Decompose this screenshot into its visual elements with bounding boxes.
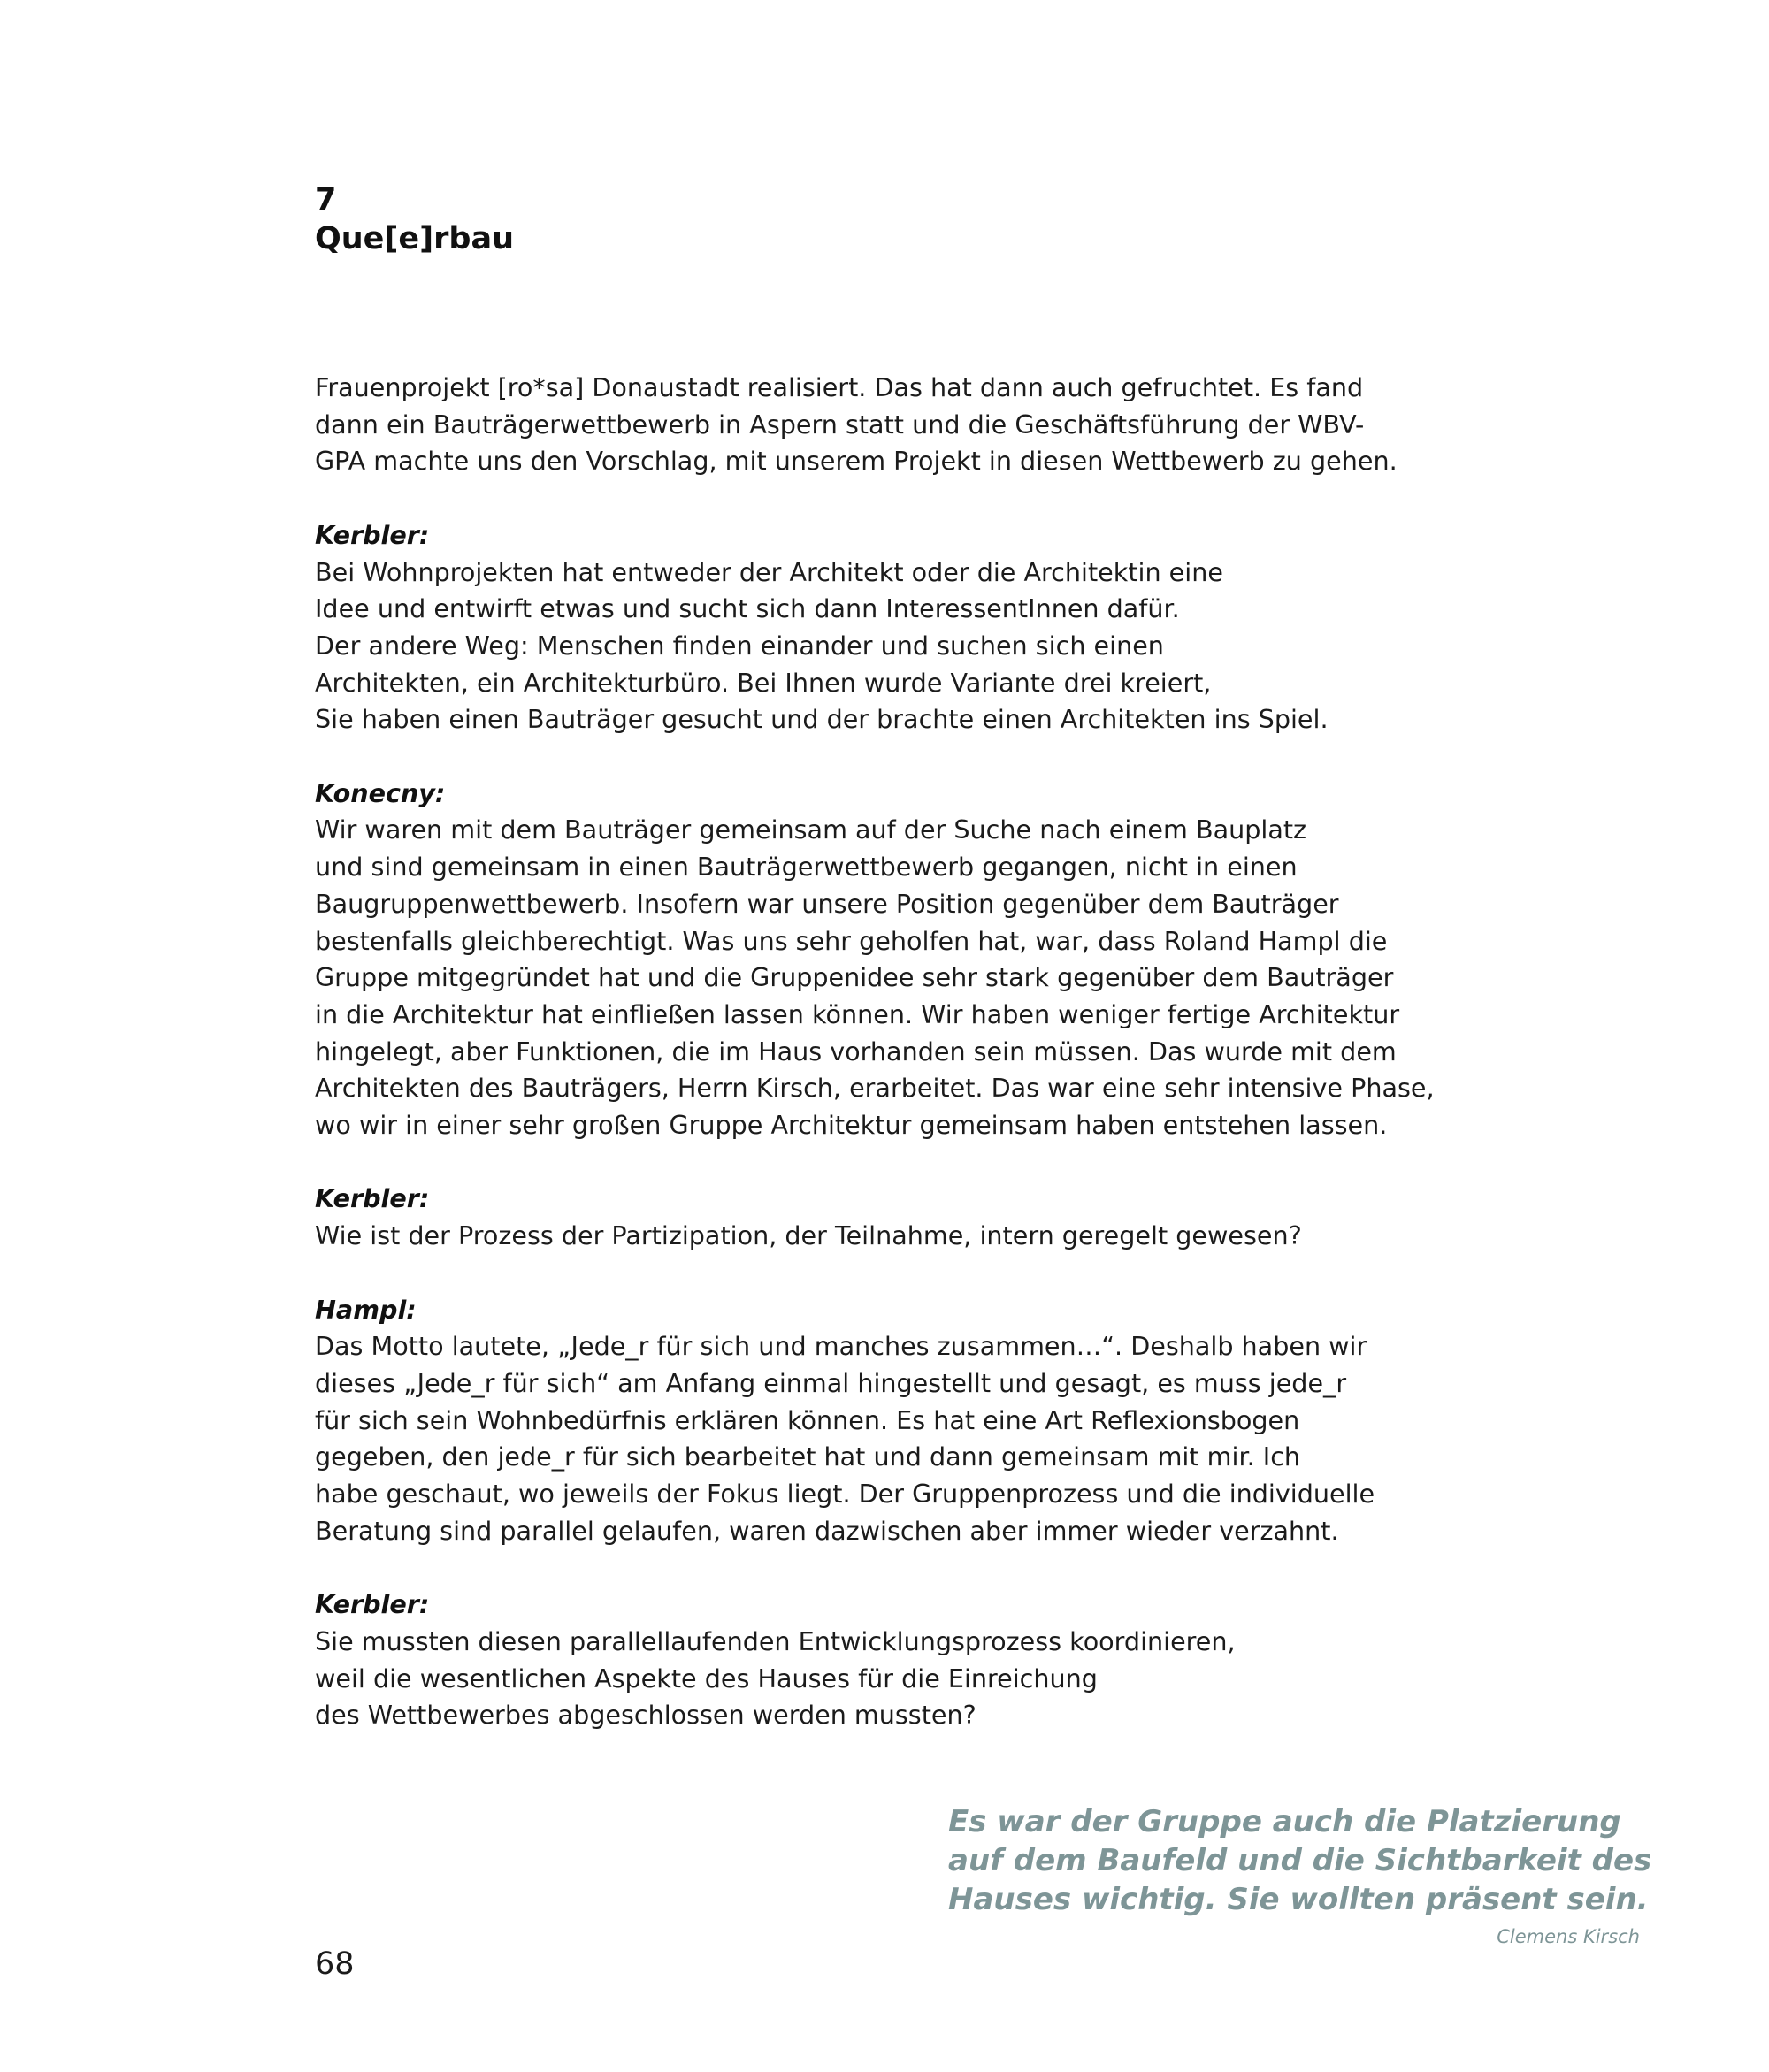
text-line: Sie mussten diesen parallellaufenden Entwicklungsprozess koordinieren, — [315, 1625, 1236, 1656]
paragraph-hampl — [315, 1292, 1456, 1550]
paragraph-kerbler-3 — [315, 1586, 1456, 1734]
text-line: bestenfalls gleichberechtigt. Was uns sehr geholfen hat, war, dass Roland Hampl die — [315, 925, 1388, 956]
text-line: dieses „Jede_r für sich“ am Anfang einmal hingestellt und gesagt, es muss jede_r — [315, 1367, 1347, 1398]
pull-quote-line: Hauses wichtig. Sie wollten präsent sein. — [948, 1882, 1649, 1917]
text-line: Der andere Weg: Menschen finden einander und suchen sich einen — [315, 630, 1164, 661]
chapter-title: Que[e]rbau — [315, 221, 514, 256]
text-line: wo wir in einer sehr großen Gruppe Architektur gemeinsam haben entstehen lassen. — [315, 1110, 1388, 1141]
text-line: Das Motto lautete, „Jede_r für sich und manches zusammen…“. Deshalb haben wir — [315, 1331, 1367, 1362]
text-line: Beratung sind parallel gelaufen, waren dazwischen aber immer wieder verzahnt. — [315, 1515, 1339, 1546]
paragraph-konecny — [315, 776, 1456, 1144]
chapter-heading — [315, 180, 514, 258]
paragraph-intro — [315, 370, 1456, 480]
text-line: GPA machte uns den Vorschlag, mit unserem Projekt in diesen Wettbewerb zu gehen. — [315, 446, 1398, 477]
pull-quote-line: Es war der Gruppe auch die Platzierung — [948, 1804, 1621, 1839]
speaker-label: Konecny: — [315, 777, 446, 808]
text-line: Gruppe mitgegründet hat und die Gruppenidee sehr stark gegenüber dem Bauträger — [315, 962, 1394, 993]
text-line: Architekten, ein Architekturbüro. Bei Ihnen wurde Variante drei kreiert, — [315, 667, 1212, 698]
text-line: und sind gemeinsam in einen Bauträgerwettbewerb gegangen, nicht in einen — [315, 852, 1298, 883]
text-line: Wir waren mit dem Bauträger gemeinsam auf der Suche nach einem Bauplatz — [315, 814, 1307, 845]
chapter-number: 7 — [315, 182, 337, 218]
text-line: des Wettbewerbes abgeschlossen werden mussten? — [315, 1700, 976, 1731]
text-line: habe geschaut, wo jeweils der Fokus liegt. Der Gruppenprozess und die individuelle — [315, 1479, 1375, 1510]
speaker-label: Kerbler: — [315, 1589, 430, 1620]
text-line: Baugruppenwettbewerb. Insofern war unsere Position gegenüber dem Bauträger — [315, 888, 1339, 919]
text-line: gegeben, den jede_r für sich bearbeitet hat und dann gemeinsam mit mir. Ich — [315, 1441, 1301, 1472]
text-line: für sich sein Wohnbedürfnis erklären können. Es hat eine Art Reflexionsbogen — [315, 1404, 1300, 1435]
paragraph-kerbler-2 — [315, 1181, 1456, 1254]
pull-quote — [948, 1802, 1652, 1919]
paragraph-kerbler-1 — [315, 517, 1456, 738]
speaker-label: Kerbler: — [315, 1183, 430, 1214]
text-line: Architekten des Bauträgers, Herrn Kirsch, erarbeitet. Das war eine sehr intensive Phase, — [315, 1073, 1435, 1104]
text-line: in die Architektur hat einfließen lassen können. Wir haben weniger fertige Architektur — [315, 998, 1400, 1029]
text-line: Sie haben einen Bauträger gesucht und der brachte einen Architekten ins Spiel. — [315, 704, 1329, 735]
text-line: weil die wesentlichen Aspekte des Hauses für die Einreichung — [315, 1663, 1098, 1694]
text-line: Wie ist der Prozess der Partizipation, der Teilnahme, intern geregelt gewesen? — [315, 1220, 1302, 1251]
text-line: hingelegt, aber Funktionen, die im Haus vorhanden sein müssen. Das wurde mit dem — [315, 1036, 1397, 1067]
interview-text — [315, 370, 1456, 1734]
text-line: Bei Wohnprojekten hat entweder der Architekt oder die Architektin eine — [315, 556, 1223, 587]
text-line: dann ein Bauträgerwettbewerb in Aspern statt und die Geschäftsführung der WBV- — [315, 409, 1365, 440]
speaker-label: Hampl: — [315, 1294, 417, 1325]
quote-attribution: Clemens Kirsch — [1497, 1926, 1640, 1947]
speaker-label: Kerbler: — [315, 519, 430, 550]
pull-quote-line: auf dem Baufeld und die Sichtbarkeit des — [948, 1843, 1652, 1878]
page-number: 68 — [315, 1946, 355, 1982]
text-line: Frauenprojekt [ro*sa] Donaustadt realisiert. Das hat dann auch gefruchtet. Es fand — [315, 372, 1364, 402]
text-line: Idee und entwirft etwas und sucht sich dann InteressentInnen dafür. — [315, 593, 1180, 624]
